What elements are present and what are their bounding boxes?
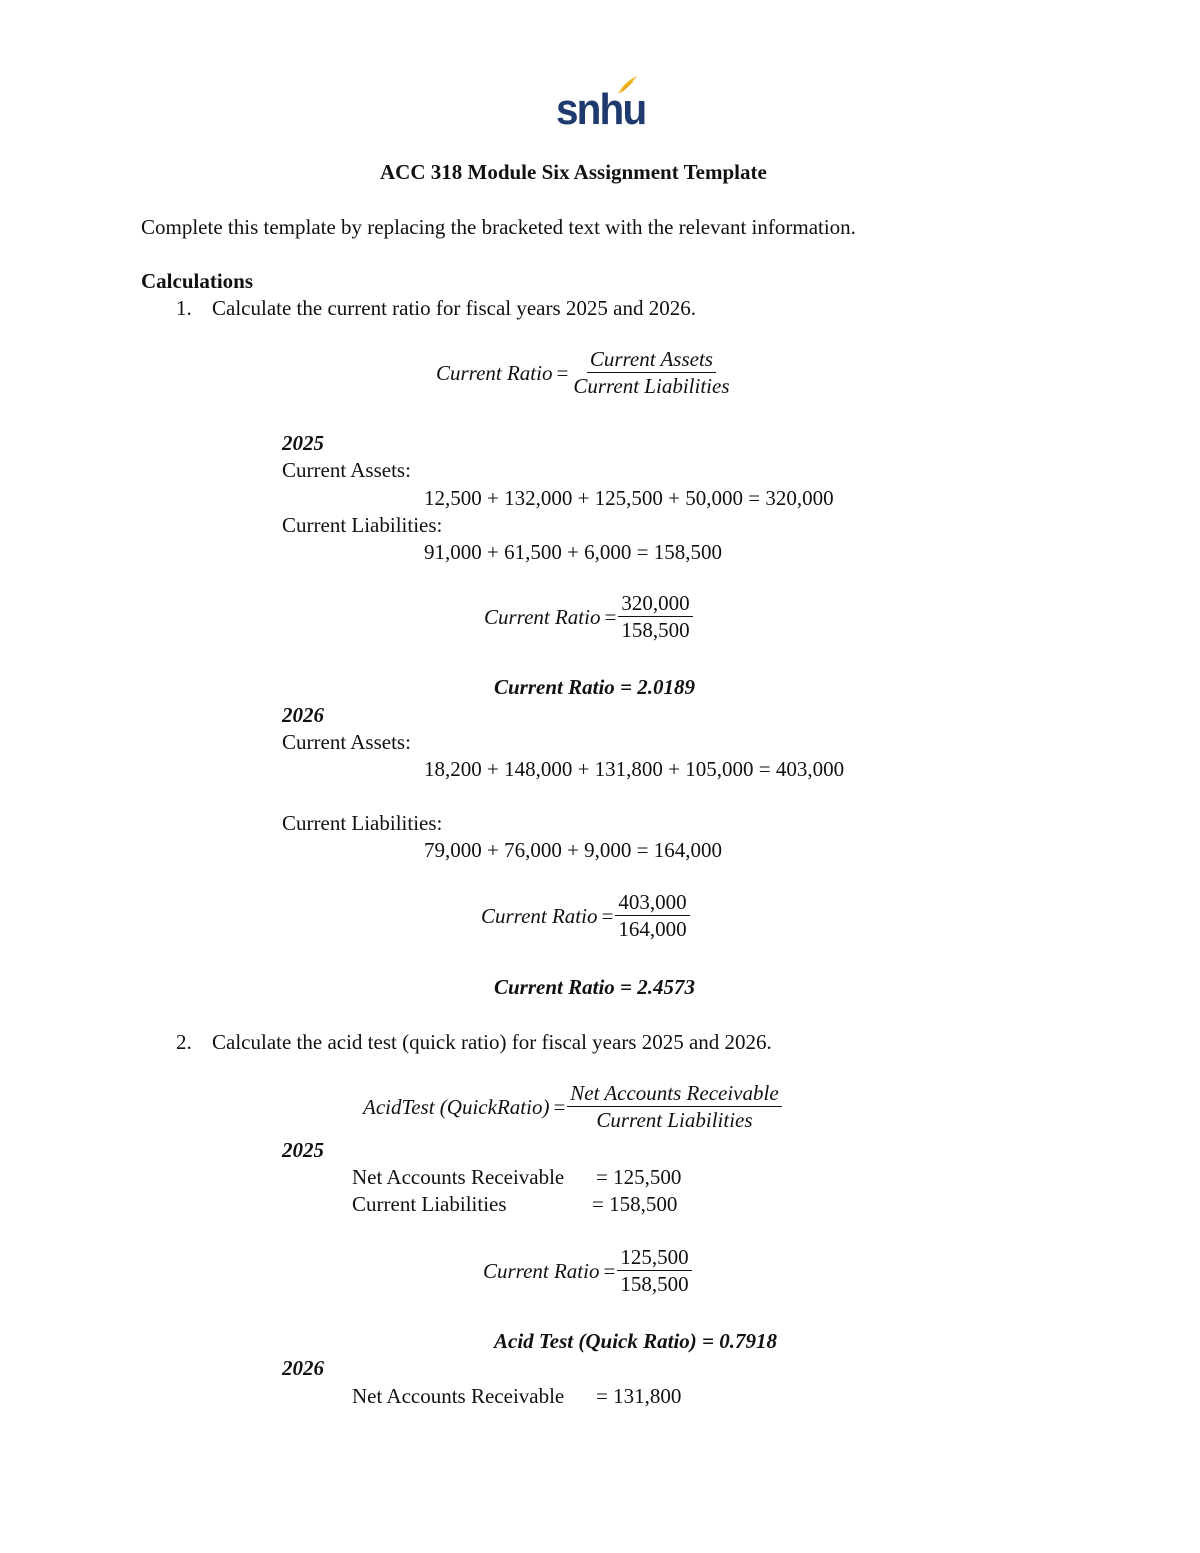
ratio-numerator: 320,000: [618, 591, 692, 617]
ratio-denominator: 158,500: [621, 618, 690, 642]
q2-2025-nar-value: = 125,500: [596, 1165, 682, 1189]
current-ratio-formula: [436, 347, 733, 399]
q1-2025-liab-calc: 91,000 + 61,500 + 6,000 = 158,500: [424, 540, 723, 564]
q1-2026-year: 2026: [282, 703, 324, 727]
q1-2025-ratio-fraction: [484, 591, 693, 643]
ratio-lhs: Current Ratio: [481, 903, 598, 928]
formula-equals: =: [556, 360, 569, 385]
q1-2025-liab-label: Current Liabilities:: [282, 513, 443, 537]
q1-2026-assets-label: Current Assets:: [282, 730, 411, 754]
q1-number: 1.: [176, 296, 192, 320]
formula-lhs: AcidTest (QuickRatio): [363, 1094, 550, 1119]
formula-denominator: Current Liabilities: [573, 374, 730, 398]
q1-2025-assets-label: Current Assets:: [282, 458, 411, 482]
ratio-denominator: 164,000: [618, 917, 687, 941]
q2-2026-nar-label: Net Accounts Receivable: [352, 1384, 565, 1408]
q1-text: Calculate the current ratio for fiscal years 2025 and 2026.: [212, 296, 696, 320]
ratio-equals: =: [604, 604, 617, 629]
ratio-lhs: Current Ratio: [483, 1258, 600, 1283]
q2-2026-nar-value: = 131,800: [596, 1384, 682, 1408]
formula-lhs: Current Ratio: [436, 360, 553, 385]
instructions-text: Complete this template by replacing the bracketed text with the relevant information.: [141, 215, 856, 239]
q1-2026-assets-calc: 18,200 + 148,000 + 131,800 + 105,000 = 403,000: [424, 757, 845, 781]
q2-text: Calculate the acid test (quick ratio) for fiscal years 2025 and 2026.: [212, 1030, 772, 1054]
q2-number: 2.: [176, 1030, 192, 1054]
q1-2026-liab-label: Current Liabilities:: [282, 811, 443, 835]
q2-2025-result: Acid Test (Quick Ratio) = 0.7918: [494, 1329, 778, 1353]
ratio-lhs: Current Ratio: [484, 604, 601, 629]
formula-equals: =: [553, 1094, 566, 1119]
q2-2025-cl-label: Current Liabilities: [352, 1192, 507, 1216]
ratio-equals: =: [601, 903, 614, 928]
document-title: ACC 318 Module Six Assignment Template: [380, 160, 767, 184]
acid-test-formula: [363, 1081, 782, 1133]
formula-numerator: Current Assets: [587, 347, 716, 373]
q1-2026-liab-calc: 79,000 + 76,000 + 9,000 = 164,000: [424, 838, 723, 862]
q2-2025-nar-label: Net Accounts Receivable: [352, 1165, 565, 1189]
ratio-equals: =: [603, 1258, 616, 1283]
q2-2025-cl-value: = 158,500: [592, 1192, 678, 1216]
q2-2025-year: 2025: [282, 1138, 324, 1162]
ratio-numerator: 125,500: [617, 1245, 691, 1271]
ratio-denominator: 158,500: [620, 1272, 689, 1296]
q1-2025-assets-calc: 12,500 + 132,000 + 125,500 + 50,000 = 320,000: [424, 486, 834, 510]
q1-2025-result: Current Ratio = 2.0189: [494, 675, 696, 699]
formula-denominator: Current Liabilities: [596, 1108, 753, 1132]
formula-numerator: Net Accounts Receivable: [567, 1081, 781, 1107]
q2-2026-year: 2026: [282, 1356, 324, 1380]
section-heading: Calculations: [141, 269, 254, 293]
q1-2025-year: 2025: [282, 431, 324, 455]
flame-icon: [616, 74, 638, 96]
q1-2026-ratio-fraction: [481, 890, 690, 942]
logo-wordmark: snhu: [556, 85, 646, 134]
ratio-numerator: 403,000: [615, 890, 689, 916]
q2-2025-ratio-fraction: [483, 1245, 692, 1297]
snhu-logo: [556, 74, 646, 134]
q1-2026-result: Current Ratio = 2.4573: [494, 975, 696, 999]
